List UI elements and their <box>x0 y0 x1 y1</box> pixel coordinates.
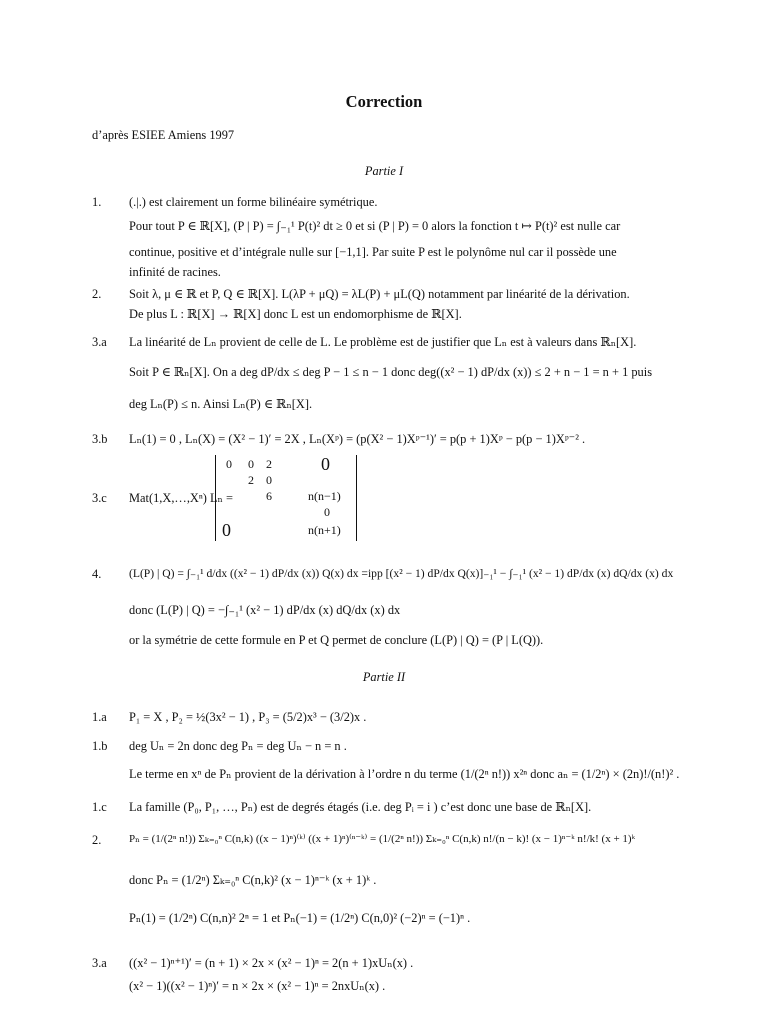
item-number: 3.a <box>92 335 107 349</box>
part-heading: Partie I <box>364 164 404 178</box>
matrix-cell: 0 <box>248 457 254 471</box>
matrix-cell: n(n+1) <box>308 523 341 537</box>
item-number: 1.a <box>92 710 107 724</box>
item-line: or la symétrie de cette formule en P et Q permet de conclure (L(P) | Q) = (P | L(Q)). <box>129 633 544 647</box>
item-number: 1. <box>92 195 102 209</box>
item-line: Pour tout P ∈ ℝ[X], (P | P) = ∫₋₁¹ P(t)² dt ≥ 0 et si (P | P) = 0 alors la fonction t ↦ P(t)² est nulle car <box>129 219 621 233</box>
matrix-cell: 0 <box>266 473 272 487</box>
item-line: Mat(1,X,…,Xⁿ) Lₙ = <box>129 491 234 505</box>
matrix-cell: 2 <box>266 457 272 471</box>
item-line: continue, positive et d’intégrale nulle sur [−1,1]. Par suite P est le polynôme nul car il possède une <box>129 245 617 259</box>
matrix-cell: 6 <box>266 489 272 503</box>
matrix-cell: 0 <box>226 457 232 471</box>
item-line: deg Uₙ = 2n donc deg Pₙ = deg Uₙ − n = n . <box>129 739 347 753</box>
item-line: (L(P) | Q) = ∫₋₁¹ d/dx ((x² − 1) dP/dx (x)) Q(x) dx =ipp [(x² − 1) dP/dx Q(x)]₋₁¹ − ∫₋₁¹ (x² − 1) dP/dx (x) dQ/dx (x) dx <box>129 567 674 580</box>
item-line: Lₙ(1) = 0 , Lₙ(X) = (X² − 1)′ = 2X , Lₙ(Xᵖ) = (p(X² − 1)Xᵖ⁻¹)′ = p(p + 1)Xᵖ − p(p − 1)Xᵖ⁻² . <box>129 432 586 446</box>
item-number: 3.c <box>92 491 107 505</box>
item-line: donc Pₙ = (1/2ⁿ) Σₖ₌₀ⁿ C(n,k)² (x − 1)ⁿ⁻ᵏ (x + 1)ᵏ . <box>129 873 377 887</box>
item-line: P₁ = X , P₂ = ½(3x² − 1) , P₃ = (5/2)x³ − (3/2)x . <box>129 710 367 724</box>
item-line: ((x² − 1)ⁿ⁺¹)′ = (n + 1) × 2x × (x² − 1)ⁿ = 2(n + 1)xUₙ(x) . <box>129 956 414 970</box>
matrix-zero: 0 <box>222 520 231 540</box>
source-note: d’après ESIEE Amiens 1997 <box>92 128 235 142</box>
item-number: 2. <box>92 833 102 847</box>
item-number: 1.c <box>92 800 107 814</box>
item-line: La famille (P₀, P₁, …, Pₙ) est de degrés étagés (i.e. deg Pᵢ = i ) c’est donc une base de ℝₙ[X]. <box>129 800 592 814</box>
page-title: Correction <box>345 92 423 111</box>
item-line: De plus L : ℝ[X] → ℝ[X] donc L est un endomorphisme de ℝ[X]. <box>129 307 462 321</box>
matrix-zero: 0 <box>321 454 330 474</box>
item-line: Pₙ = (1/(2ⁿ n!)) Σₖ₌₀ⁿ C(n,k) ((x − 1)ⁿ)⁽ᵏ⁾ ((x + 1)ⁿ)⁽ⁿ⁻ᵏ⁾ = (1/(2ⁿ n!)) Σₖ₌₀ⁿ C(n,k) n!/(n − k)! (x − 1)ⁿ⁻ᵏ n!/k! (x + 1)ᵏ <box>129 833 636 845</box>
part-heading: Partie II <box>362 670 406 684</box>
item-line: donc (L(P) | Q) = −∫₋₁¹ (x² − 1) dP/dx (x) dQ/dx (x) dx <box>129 603 401 617</box>
item-line: (x² − 1)((x² − 1)ⁿ)′ = n × 2x × (x² − 1)ⁿ = 2nxUₙ(x) . <box>129 979 386 993</box>
item-number: 3.b <box>92 432 108 446</box>
matrix-cell: 2 <box>248 473 254 487</box>
item-number: 1.b <box>92 739 108 753</box>
item-line: (.|.) est clairement un forme bilinéaire symétrique. <box>129 195 378 209</box>
item-line: Soit P ∈ ℝₙ[X]. On a deg dP/dx ≤ deg P − 1 ≤ n − 1 donc deg((x² − 1) dP/dx (x)) ≤ 2 + n − 1 = n + 1 puis <box>129 365 653 379</box>
item-line: Pₙ(1) = (1/2ⁿ) C(n,n)² 2ⁿ = 1 et Pₙ(−1) = (1/2ⁿ) C(n,0)² (−2)ⁿ = (−1)ⁿ . <box>129 911 471 925</box>
item-line: infinité de racines. <box>129 265 221 279</box>
item-line: La linéarité de Lₙ provient de celle de L. Le problème est de justifier que Lₙ est à valeurs dans ℝₙ[X]. <box>129 335 637 349</box>
item-line: deg Lₙ(P) ≤ n. Ainsi Lₙ(P) ∈ ℝₙ[X]. <box>129 397 313 411</box>
item-number: 2. <box>92 287 102 301</box>
matrix-cell: n(n−1) <box>308 489 341 503</box>
item-line: Le terme en xⁿ de Pₙ provient de la dérivation à l’ordre n du terme (1/(2ⁿ n!)) x²ⁿ donc aₙ = (1/2ⁿ) × (2n)!/(n!)² . <box>129 767 680 781</box>
item-number: 3.a <box>92 956 107 970</box>
item-number: 4. <box>92 567 102 581</box>
item-line: Soit λ, μ ∈ ℝ et P, Q ∈ ℝ[X]. L(λP + μQ) = λL(P) + μL(Q) notamment par linéarité de la dérivation. <box>129 287 630 301</box>
matrix <box>215 455 357 541</box>
matrix-cell: 0 <box>324 505 330 519</box>
